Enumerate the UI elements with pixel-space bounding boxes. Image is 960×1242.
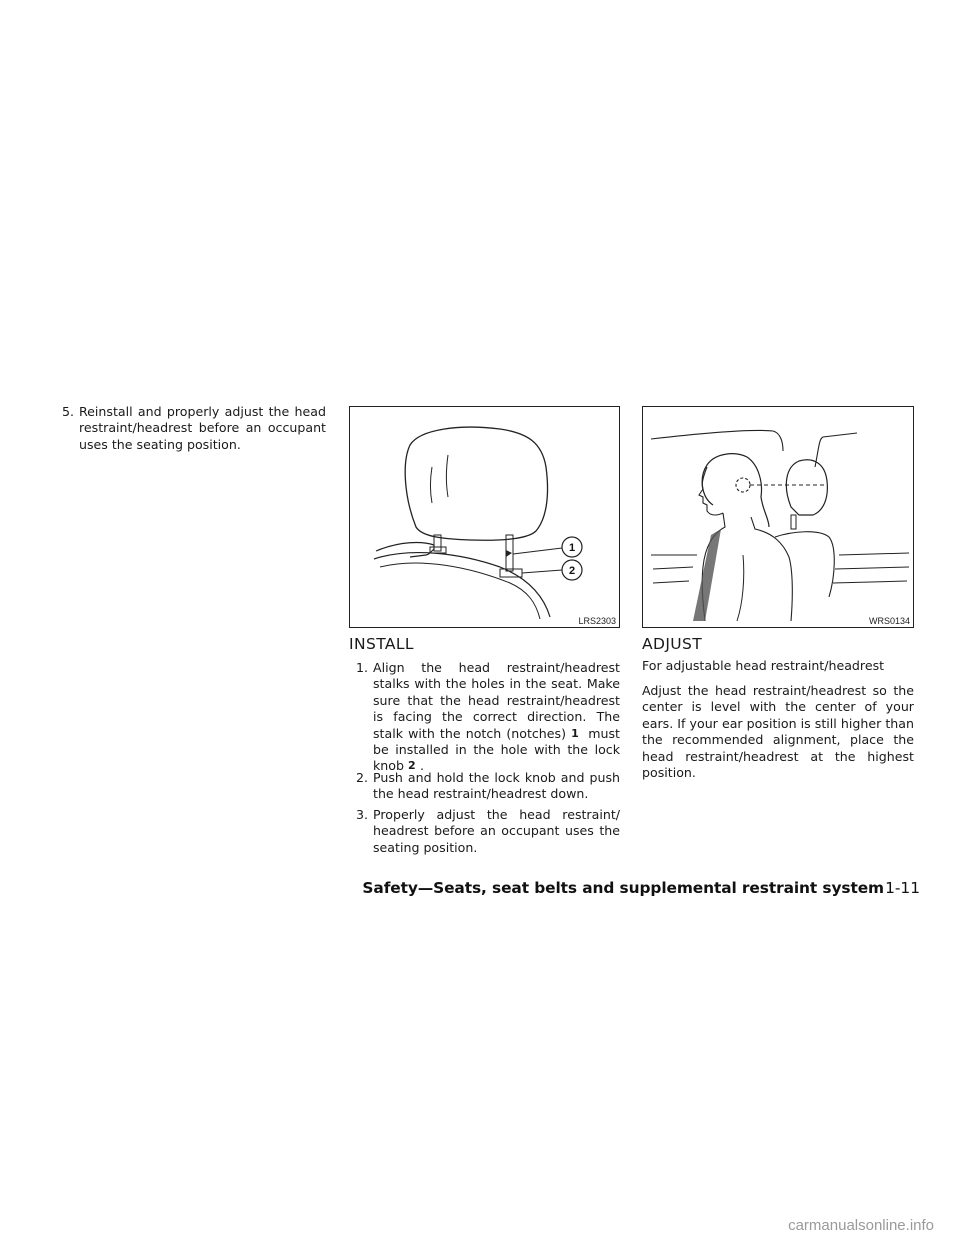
install-step-2 [356, 770, 620, 803]
adjust-intro: For adjustable head restraint/headrest [642, 658, 885, 673]
seat-back [775, 532, 834, 597]
person-hair [702, 454, 769, 527]
step-text: Reinstall and properly adjust the head restraint/headrest before an occupant uses the seating position. [79, 404, 326, 452]
person-arm [737, 555, 744, 621]
adjust-heading: ADJUST [642, 635, 703, 653]
ear-marker [736, 478, 750, 492]
step-5 [62, 404, 326, 453]
watermark: carmanualsonline.info [788, 1217, 934, 1234]
footer-page-number: 1-11 [885, 879, 920, 897]
callout-leader-2 [522, 570, 562, 573]
callout-ref-2: 2 [408, 759, 416, 773]
step-text-part: . [420, 758, 425, 774]
install-step-3 [356, 807, 620, 856]
figure-code: WRS0134 [868, 616, 910, 626]
step-number: 2. [356, 770, 369, 785]
window-line [833, 581, 907, 583]
stalk-notch [506, 550, 512, 557]
window-line [839, 553, 909, 555]
step-text-part: Align the head restraint/headrest stalks with the holes in the seat. Make sure that the head restraint/headrest is facing the correct direction. The stalk with the notch (notches) [373, 660, 620, 741]
install-heading: INSTALL [349, 635, 414, 653]
window-line [653, 567, 693, 569]
window-line [653, 581, 689, 583]
adjust-figure [642, 406, 914, 628]
callout-ref-1: 1 [571, 726, 579, 740]
step-number: 3. [356, 807, 369, 822]
adjust-body: Adjust the head restraint/headrest so the center is level with the center of your ears. If your ear position is still higher than the recommended alignment, place the head restraint/headrest at the highest position. [642, 683, 914, 781]
footer-section-title: Safety—Seats, seat belts and supplemental restraint system [362, 879, 884, 897]
install-figure [349, 406, 620, 628]
figure-code: LRS2303 [578, 616, 616, 626]
headrest-adjust-illustration [643, 407, 915, 629]
headrest-install-illustration [350, 407, 621, 629]
seat-belt [693, 529, 721, 621]
step-text [356, 660, 620, 775]
window-line [835, 567, 909, 569]
page-footer [0, 879, 960, 903]
roof-line [651, 430, 783, 451]
seat-back-inner [380, 563, 540, 619]
cushion-crease [431, 467, 433, 503]
step-text: Push and hold the lock knob and push the head restraint/headrest down. [373, 770, 620, 802]
callout-label-2: 2 [568, 565, 576, 577]
seat-back-edge [374, 553, 550, 617]
headrest-stalk [791, 515, 796, 529]
pillar-line [815, 433, 857, 467]
headrest-cushion [405, 427, 547, 540]
cushion-crease [447, 455, 449, 497]
callout-leader-1 [513, 548, 562, 554]
headrest [786, 460, 827, 515]
step-number: 5. [62, 404, 75, 419]
seat-top-edge [376, 543, 434, 557]
person-torso-back [751, 517, 792, 621]
callout-label-1: 1 [568, 542, 576, 554]
install-step-1 [356, 660, 620, 775]
step-text: Properly adjust the head restraint/ headrest before an occupant uses the seating position. [373, 807, 620, 855]
step-text-part: must be installed in the hole with the lock knob [373, 725, 620, 774]
step-number: 1. [356, 660, 369, 675]
